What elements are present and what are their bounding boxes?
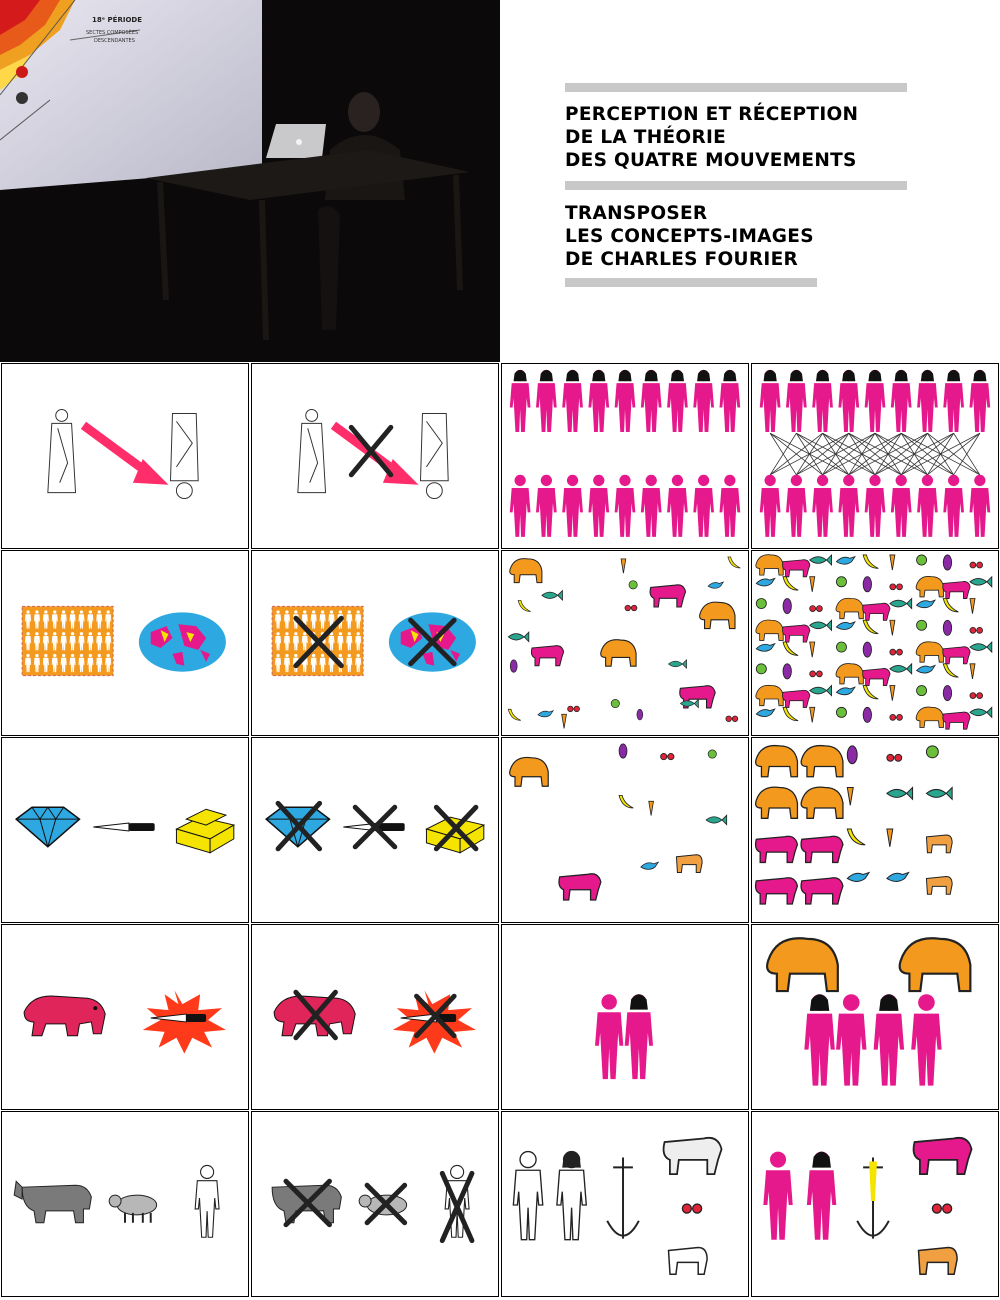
bull-icon: [756, 878, 798, 904]
apple-icon: [756, 598, 766, 608]
fish-icon: [669, 660, 687, 668]
man-icon: [667, 475, 688, 537]
ram-icon: [669, 1248, 708, 1275]
banana-icon: [508, 709, 520, 720]
mammoth-icon: [767, 938, 838, 991]
banana-icon: [783, 707, 798, 720]
cell-sparse-creatures: [501, 737, 749, 923]
cell-outline-couple-anchor-animals: [501, 1111, 749, 1297]
woman-icon: [588, 370, 609, 432]
mammoth-icon: [510, 757, 549, 786]
sheep-icon: [109, 1195, 156, 1223]
carrot-icon: [810, 642, 815, 657]
apple-icon: [629, 581, 637, 589]
cow-icon: [14, 1181, 91, 1223]
fish-icon: [970, 642, 992, 652]
ram-icon: [926, 876, 952, 894]
woman-icon: [720, 370, 741, 432]
apple-icon: [836, 707, 846, 717]
bird-icon: [836, 687, 854, 695]
ram-icon: [676, 855, 702, 873]
woman-icon: [510, 370, 531, 432]
bull-icon: [801, 836, 843, 862]
cross-icon: [351, 427, 391, 474]
fish-icon: [810, 555, 832, 565]
fish-icon: [887, 787, 913, 799]
bull-icon: [559, 874, 601, 900]
cell-beast-and-knife-burst: [1, 924, 249, 1110]
mammoth-icon: [700, 602, 735, 628]
ram-icon: [919, 1248, 958, 1275]
eggplant-icon: [943, 555, 951, 570]
cell-crowd-and-world-map-crossed: [251, 550, 499, 736]
woman-icon: [865, 370, 886, 432]
eggplant-icon: [510, 660, 517, 672]
woman-icon: [891, 370, 912, 432]
carrot-icon: [970, 664, 975, 679]
fish-icon: [810, 686, 832, 696]
banana-icon: [728, 557, 740, 568]
eggplant-icon: [943, 620, 951, 635]
man-icon: [615, 475, 636, 537]
corpse-icon: [171, 413, 199, 498]
carrot-icon: [890, 620, 895, 635]
mammoth-icon: [756, 555, 783, 575]
apple-icon: [836, 577, 846, 587]
cell-mammoths-and-people: [751, 924, 999, 1110]
woman-icon: [760, 370, 781, 432]
bird-icon: [641, 862, 658, 869]
cherry-icon: [682, 1204, 701, 1213]
eggplant-icon: [863, 707, 871, 722]
banana-icon: [783, 642, 798, 655]
fish-icon: [970, 707, 992, 717]
fish-icon: [890, 664, 912, 674]
main-title-line-2: DE LA THÉORIE: [565, 127, 727, 148]
cell-pink-couple-anchor-animals: [751, 1111, 999, 1297]
bull-icon: [650, 585, 685, 607]
woman-icon: [615, 370, 636, 432]
slide-label-period: 18ᵉ PÉRIODE: [92, 16, 142, 24]
woman-icon: [786, 370, 807, 432]
cell-women-men-rows: [501, 363, 749, 549]
cherry-icon: [887, 754, 902, 761]
slide-label-desc: DESCENDANTES: [94, 38, 135, 44]
bird-icon: [756, 709, 774, 717]
bird-icon: [847, 873, 869, 882]
carrot-icon: [847, 787, 853, 805]
slide-label-sects: SECTES COMPOSÉES: [86, 30, 139, 36]
mammoth-icon: [756, 787, 798, 818]
banana-icon: [863, 620, 878, 633]
carrot-icon: [970, 598, 975, 613]
apple-icon: [708, 750, 716, 758]
divider-bar-middle: [565, 181, 907, 190]
woman-icon: [812, 370, 833, 432]
woman-icon: [804, 994, 834, 1085]
woman-icon: [667, 370, 688, 432]
woman-icon: [562, 370, 583, 432]
priest-icon: [48, 410, 76, 493]
mammoth-icon: [756, 746, 798, 777]
mammoth-icon: [756, 620, 783, 640]
cherry-icon: [932, 1204, 951, 1213]
carrot-icon: [621, 559, 626, 573]
man-icon: [641, 475, 662, 537]
pictogram-grid: [0, 362, 1000, 1300]
corpse-icon: [421, 413, 449, 498]
apple-icon: [926, 746, 938, 758]
man-icon: [562, 475, 583, 537]
bird-icon: [708, 582, 723, 588]
fish-icon: [542, 591, 563, 600]
main-title: [565, 103, 858, 172]
mammoth-icon: [756, 685, 783, 705]
man-icon: [760, 475, 781, 537]
cherry-icon: [568, 706, 580, 712]
cherry-icon: [970, 627, 983, 633]
carrot-icon: [890, 555, 895, 570]
man-icon: [536, 475, 557, 537]
presenter-head: [348, 92, 380, 132]
eggplant-icon: [619, 744, 627, 758]
cherry-icon: [970, 562, 983, 568]
subtitle-line-2: LES CONCEPTS-IMAGES: [565, 226, 814, 247]
diamond-icon: [16, 807, 79, 847]
woman-icon: [641, 370, 662, 432]
carrot-icon: [887, 829, 893, 847]
woman-icon: [536, 370, 557, 432]
cherry-icon: [970, 693, 983, 699]
bird-icon: [917, 665, 935, 673]
mammoth-icon: [510, 559, 542, 583]
man-icon: [763, 1152, 792, 1240]
bull-icon: [863, 668, 890, 685]
main-title-line-1: PERCEPTION ET RÉCEPTION: [565, 104, 859, 125]
priest-icon: [298, 410, 326, 493]
cow-icon: [914, 1138, 972, 1174]
bull-icon: [531, 646, 563, 666]
fish-icon: [810, 620, 832, 630]
subtitle-line-3: DE CHARLES FOURIER: [565, 249, 799, 270]
cherry-icon: [810, 671, 823, 677]
mammoth-icon: [900, 938, 971, 991]
crowd-icon: [22, 606, 113, 675]
bull-icon: [783, 560, 810, 577]
cell-diamond-knife-gold: [1, 737, 249, 923]
fish-icon: [508, 632, 529, 641]
bird-icon: [538, 711, 553, 717]
knife-icon: [93, 823, 154, 831]
banana-icon: [943, 664, 958, 677]
mammoth-icon: [916, 642, 943, 662]
cell-crowd-and-world-map: [1, 550, 249, 736]
anchor-icon: [857, 1158, 889, 1239]
cherry-icon: [625, 605, 637, 611]
banana-icon: [863, 686, 878, 699]
carrot-icon: [810, 577, 815, 592]
mammoth-icon: [801, 746, 843, 777]
carrot-icon: [810, 707, 815, 722]
divider-bar-top: [565, 83, 907, 92]
mammoth-icon: [916, 576, 943, 596]
knife-burst-icon: [143, 990, 226, 1053]
subtitle-line-1: TRANSPOSER: [565, 203, 708, 224]
cell-beast-and-knife-burst-crossed: [251, 924, 499, 1110]
bull-icon: [863, 603, 890, 620]
bull-icon: [943, 712, 970, 729]
man-icon: [917, 475, 938, 537]
man-icon: [693, 475, 714, 537]
eggplant-icon: [943, 686, 951, 701]
eggplant-icon: [847, 746, 857, 764]
woman-icon: [625, 994, 653, 1079]
woman-icon: [917, 370, 938, 432]
man-icon: [588, 475, 609, 537]
bull-icon: [801, 878, 843, 904]
cell-cow-sheep-man-outline: [1, 1111, 249, 1297]
banana-icon: [619, 795, 633, 808]
bird-icon: [756, 644, 774, 652]
mammoth-icon: [801, 787, 843, 818]
man-icon: [891, 475, 912, 537]
eggplant-icon: [863, 642, 871, 657]
apple-icon: [917, 620, 927, 630]
eggplant-icon: [863, 577, 871, 592]
mammoth-icon: [836, 664, 863, 684]
woman-icon: [943, 370, 964, 432]
man-icon: [595, 994, 623, 1079]
fish-icon: [890, 598, 912, 608]
man-icon: [836, 994, 866, 1085]
eggplant-icon: [783, 664, 791, 679]
bird-icon: [756, 578, 774, 586]
woman-icon: [874, 994, 904, 1085]
cherry-icon: [890, 584, 903, 590]
man-icon: [865, 475, 886, 537]
bird-icon: [836, 622, 854, 630]
woman-icon: [807, 1152, 836, 1240]
arrow-icon: [83, 425, 168, 484]
eggplant-icon: [637, 709, 643, 720]
man-icon: [911, 994, 941, 1085]
woman-icon: [557, 1152, 586, 1240]
man-icon: [812, 475, 833, 537]
cherry-icon: [661, 753, 674, 759]
man-icon: [510, 475, 531, 537]
mammoth-icon: [836, 598, 863, 618]
man-icon: [786, 475, 807, 537]
man-icon: [838, 475, 859, 537]
bird-icon: [887, 873, 909, 882]
cherry-icon: [890, 649, 903, 655]
cow-icon: [664, 1138, 722, 1174]
carrot-icon: [562, 714, 567, 728]
bull-icon: [943, 581, 970, 598]
ram-icon: [926, 835, 952, 853]
knife-burst-icon: [393, 990, 476, 1053]
laptop: [266, 124, 326, 158]
gold-bars-icon: [176, 809, 233, 853]
anchor-icon: [607, 1158, 639, 1239]
fish-icon: [926, 787, 952, 799]
bull-icon: [756, 836, 798, 862]
mammoth-icon: [601, 640, 636, 666]
cell-diamond-knife-gold-crossed: [251, 737, 499, 923]
apple-icon: [611, 699, 619, 707]
apple-icon: [917, 555, 927, 565]
banana-icon: [847, 829, 865, 845]
apple-icon: [756, 664, 766, 674]
man-icon: [720, 475, 741, 537]
fish-icon: [706, 815, 727, 824]
main-title-line-3: DES QUATRE MOUVEMENTS: [565, 150, 857, 171]
bull-icon: [783, 625, 810, 642]
eggplant-icon: [783, 598, 791, 613]
apple-icon: [836, 642, 846, 652]
bull-icon: [783, 690, 810, 707]
man-icon: [513, 1152, 542, 1240]
carrot-icon: [649, 801, 654, 815]
cell-sparse-animals-food: [501, 550, 749, 736]
mammoth-icon: [916, 707, 943, 727]
banana-icon: [863, 555, 878, 568]
divider-bar-bottom: [565, 278, 817, 287]
cell-cow-sheep-man-crossed: [251, 1111, 499, 1297]
bird-icon: [917, 600, 935, 608]
banana-icon: [518, 600, 530, 611]
cell-women-men-rows-connected: [751, 363, 999, 549]
banana-icon: [943, 598, 958, 611]
cell-dense-animals-food: [751, 550, 999, 736]
cherry-icon: [810, 606, 823, 612]
beast-icon: [24, 996, 105, 1036]
man-outline-figure: [195, 1165, 219, 1237]
man-icon: [970, 475, 991, 537]
carrot-icon: [890, 686, 895, 701]
man-outline-icon: [195, 1165, 219, 1237]
fish-icon: [970, 577, 992, 587]
banana-icon: [783, 577, 798, 590]
woman-icon: [693, 370, 714, 432]
cherry-icon: [890, 714, 903, 720]
cell-priest-arrow-corpse: [1, 363, 249, 549]
world-map-icon: [139, 612, 226, 671]
apple-icon: [917, 686, 927, 696]
bull-icon: [943, 647, 970, 664]
cell-dense-creatures: [751, 737, 999, 923]
cherry-icon: [726, 716, 738, 722]
man-icon: [943, 475, 964, 537]
woman-icon: [838, 370, 859, 432]
cell-couple: [501, 924, 749, 1110]
subtitle: [565, 202, 814, 271]
title-block: [500, 0, 1000, 362]
woman-icon: [970, 370, 991, 432]
cell-priest-arrow-corpse-crossed: [251, 363, 499, 549]
conference-photo: [0, 0, 500, 362]
bird-icon: [836, 557, 854, 565]
